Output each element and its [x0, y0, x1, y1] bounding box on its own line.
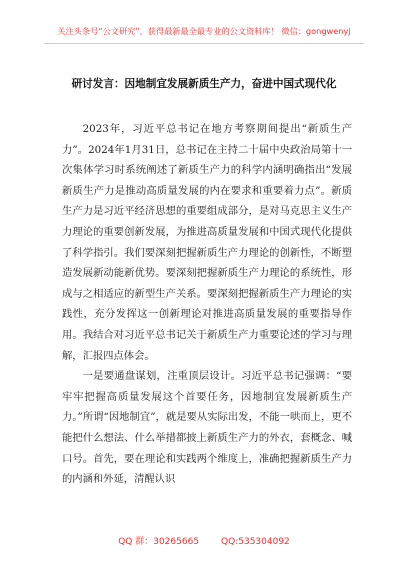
document-body [62, 119, 352, 490]
header-divider [44, 43, 364, 44]
document-title: 研讨发言：因地制宜发展新质生产力，奋进中国式现代化 [71, 78, 337, 90]
footer-contact [0, 534, 408, 547]
paragraph: 2023年，习近平总书记在地方考察期间提出“新质生产力”。2024年1月31日，总书记在主持二十届中央政治局第十一次集体学习时系统阐述了新质生产力的科学内涵明确指出“发展新质生产力是推动高质量发展的内在要求和重要着力点”。新质生产力是习近平经济思想的重要组成部分，是对马克思主义生产力理论的重要创新发展，为推进高质量发展和中国式现代化提供了科学指引。我们要深刻把握新质生产力理论的创新性，不断塑造发展新动能新优势。要深刻把握新质生产力理论的系统性，形成与之相适应的新型生产关系。要深刻把握新质生产力理论的实践性，充分发挥这一创新理论对推进高质量发展的重要指导作用。我结合对习近平总书记关于新质生产力重要论述的学习与理解，汇报四点体会。 [62, 123, 352, 362]
paragraph: 一是要通盘谋划，注重顶层设计。习近平总书记强调：“要牢牢把握高质量发展这个首要任务，因地制宜发展新质生产力。”所谓“因地制宜”，就是要从实际出发，不能一哄而上，更不能把什么想法、什么举措都披上新质生产力的外衣，套概念、喊口号。首先，要在理论和实践两个维度上，准确把握新质生产力的内涵和外延，清醒认识 [62, 370, 352, 486]
footer-qq-number: QQ:535304092 [221, 537, 290, 547]
footer-qq-group: QQ 群：30265665 [118, 537, 200, 547]
header-banner: 关注头条号“公文研究”，获得最新最全最专业的公文资料库！ 微信：gongwenyj [57, 26, 351, 36]
